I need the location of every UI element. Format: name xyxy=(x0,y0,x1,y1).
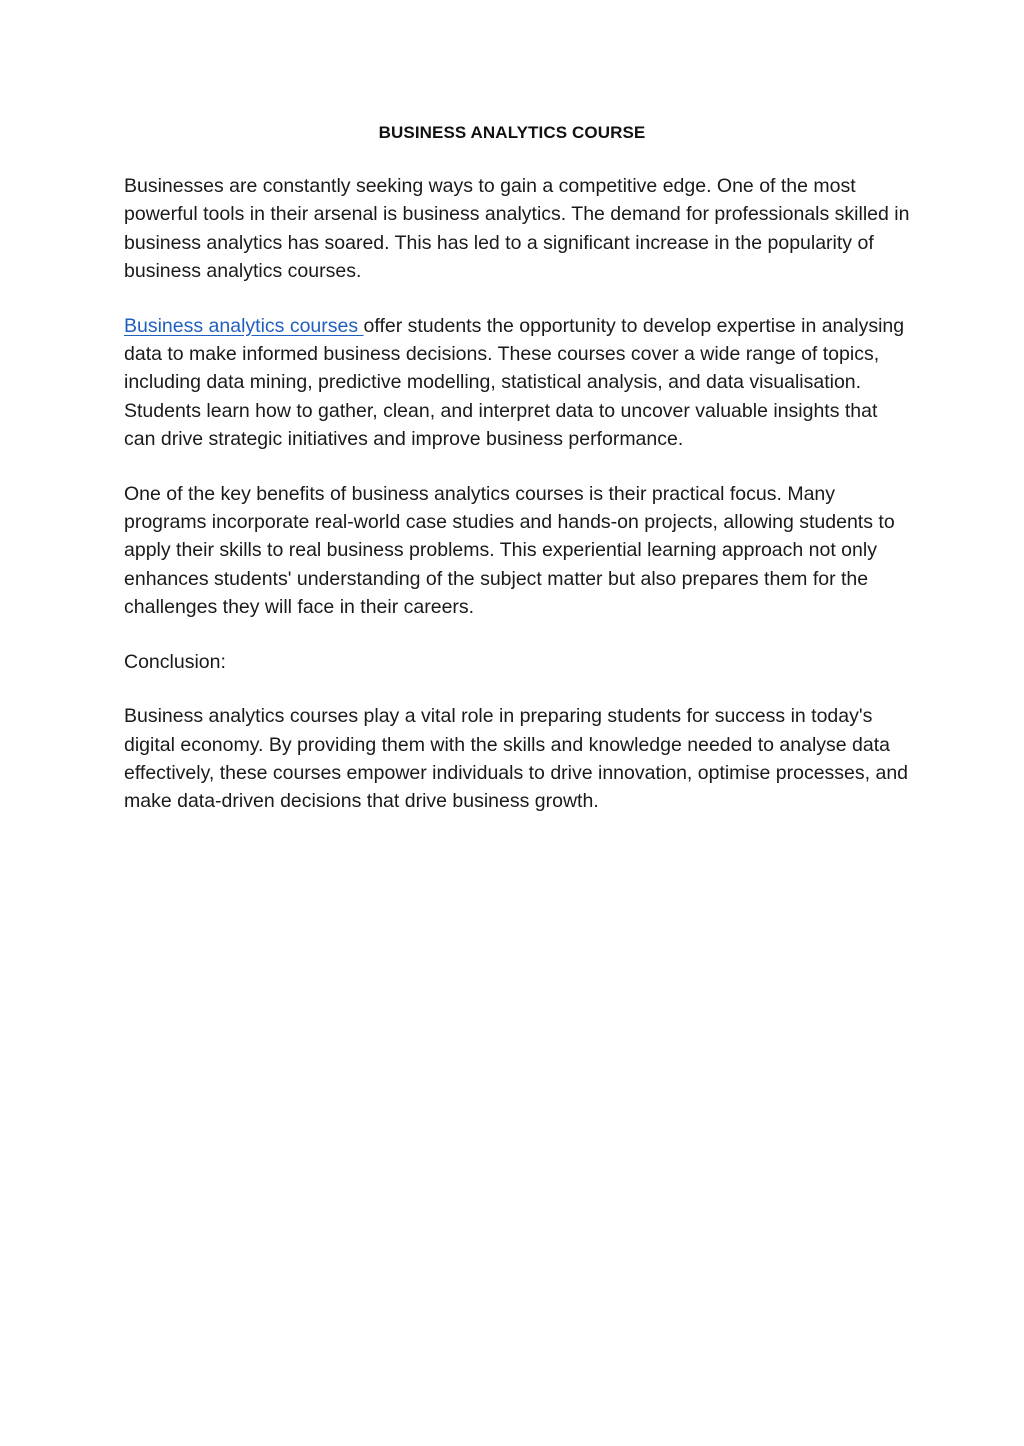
conclusion-heading: Conclusion: xyxy=(124,650,226,673)
paragraph-courses-text: offer students the opportunity to develop expertise in analysing data to make informed business decisions. These courses cover a wide range of topics, including data mining, predictive modelling, statistical analysis, and data visualisation. Students learn how to gather, clean, and interpret data to uncover valuable insights that can drive strategic initiatives and improve business performance. xyxy=(124,314,905,451)
paragraph-courses xyxy=(124,312,914,454)
document-body xyxy=(124,172,914,842)
document-title: BUSINESS ANALYTICS COURSE xyxy=(378,123,646,142)
paragraph-benefits: One of the key benefits of business analytics courses is their practical focus. Many programs incorporate real-world case studies and hands-on projects, allowing students to apply their skills to real business problems. This experiential learning approach not only enhances students' understanding of the subject matter but also prepares them for the challenges they will face in their careers. xyxy=(124,482,895,619)
paragraph-conclusion: Business analytics courses play a vital role in preparing students for success in today's digital economy. By providing them with the skills and knowledge needed to analyse data effectively, these courses empower individuals to drive innovation, optimise processes, and make data-driven decisions that drive business growth. xyxy=(124,705,909,813)
business-analytics-courses-link[interactable]: Business analytics courses xyxy=(124,314,364,337)
paragraph-intro: Businesses are constantly seeking ways to gain a competitive edge. One of the most powerful tools in their arsenal is business analytics. The demand for professionals skilled in business analytics has soared. This has led to a significant increase in the popularity of business analytics courses. xyxy=(124,175,910,283)
